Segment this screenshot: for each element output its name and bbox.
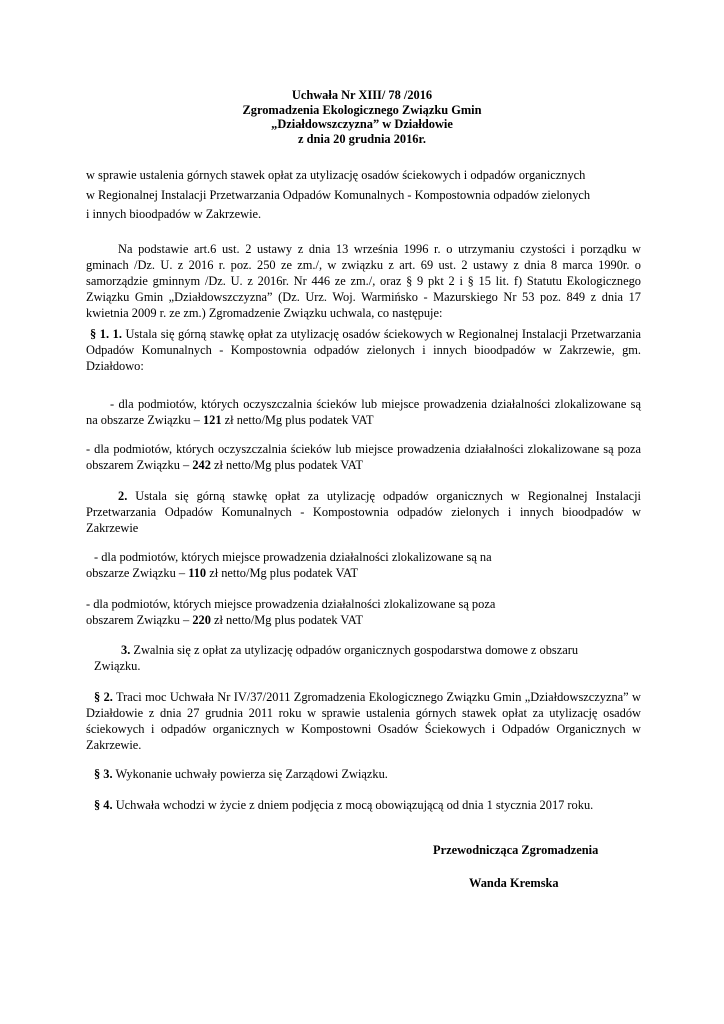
rate-description: - dla podmiotów, których miejsce prowadzenia działalności zlokalizowane są na [94, 550, 492, 564]
rate-price: 242 [192, 458, 211, 472]
resolution-header [0, 88, 724, 146]
rate-unit: zł netto/Mg plus podatek VAT [210, 613, 363, 627]
rate-item [86, 596, 641, 628]
section-2 [86, 689, 641, 753]
section-label: § 3. [94, 767, 113, 781]
section-text: Ustala się górną stawkę opłat za utylizację osadów ściekowych w Regionalnej Instalacji Przetwarzania Odpadów Komunalnych - Kompostownia odpadów zielonych i innych bioodpadów w Zakrzewie, gm. Działdowo: [86, 327, 641, 373]
rate-unit: zł netto/Mg plus podatek VAT [206, 566, 359, 580]
subject-line: w sprawie ustalenia górnych stawek opłat za utylizację osadów ściekowych i odpadów organicznych [86, 168, 586, 182]
rate-item [86, 441, 641, 473]
preamble: Na podstawie art.6 ust. 2 ustawy z dnia 13 września 1996 r. o utrzymaniu czystości i porządku w gminach /Dz. U. z 2016 r. poz. 250 ze zm./, w związku z art. 69 ust. 2 ustawy z dnia 8 marca 1990r. o samorządzie gminnym /Dz. U. z 2016r. Nr 446 ze zm./, oraz § 9 pkt 2 i § 15 lit. f) Statutu Ekologicznego Związku Gmin „Działdowszczyzna” (Dz. Urz. Woj. Warmińsko - Mazurskiego Nr 53 poz. 849 z dnia 17 kwietnia 2009 r. ze zm.) Zgromadzenie Związku uchwala, co następuje: [86, 242, 641, 320]
rate-price: 220 [192, 613, 211, 627]
section-1-2 [86, 488, 641, 536]
signature-name: Wanda Kremska [469, 876, 559, 890]
rate-price: 110 [188, 566, 207, 580]
rate-unit: zł netto/Mg plus podatek VAT [210, 458, 363, 472]
assembly-name: Zgromadzenia Ekologicznego Związku Gmin [242, 102, 482, 117]
rate-price: 121 [202, 413, 222, 427]
resolution-number: Uchwała Nr XIII/ 78 /2016 [291, 88, 433, 102]
section-label: 3. [121, 643, 131, 657]
rate-description: - dla podmiotów, których oczyszczalnia ścieków lub miejsce prowadzenia działalności zlokalizowane są na obszarze Związku – [86, 397, 641, 427]
resolution-subject [86, 166, 641, 225]
section-1-3 [86, 642, 641, 674]
section-3 [86, 766, 649, 782]
section-text: Traci moc Uchwała Nr IV/37/2011 Zgromadzenia Ekologicznego Związku Gmin „Działdowszczyzna” w Działdowie z dnia 27 grudnia 2011 roku w sprawie ustalenia górnych stawek opłat za utylizację osadów ściekowych i odpadów organicznych w Kompostowni Osadów Ściekowych i Odpadów Organicznych w Zakrzewie. [86, 690, 641, 752]
subject-line: i innych bioodpadów w Zakrzewie. [86, 207, 262, 221]
section-label: § 4. [94, 798, 113, 812]
signature-title: Przewodnicząca Zgromadzenia [433, 843, 599, 857]
rate-item [86, 549, 641, 581]
section-text: Wykonanie uchwały powierza się Zarządowi Związku. [112, 767, 388, 781]
union-name: „Działdowszczyzna” w Działdowie [271, 117, 453, 131]
section-text: Ustala się górną stawkę opłat za utylizację odpadów organicznych w Regionalnej Instalacji Przetwarzania Odpadów Komunalnych - Kompostownia odpadów zielonych i innych bioodpadów w Zakrzewie [86, 489, 641, 535]
section-label: § 1. 1. [90, 327, 122, 341]
section-text: Uchwała wchodzi w życie z dniem podjęcia z mocą obowiązującą od dnia 1 stycznia 2017 roku. [112, 798, 594, 812]
section-text: Związku. [94, 659, 141, 673]
rate-description: obszarze Związku – [86, 566, 189, 580]
rate-description: - dla podmiotów, których miejsce prowadzenia działalności zlokalizowane są poza [86, 597, 496, 611]
section-1-1 [86, 326, 641, 374]
rate-description: - dla podmiotów, których oczyszczalnia ścieków lub miejsce prowadzenia działalności zlokalizowane są poza obszarem Związku – [86, 442, 641, 472]
section-4 [86, 797, 649, 813]
section-text: Zwalnia się z opłat za utylizację odpadów organicznych gospodarstwa domowe z obszaru [130, 643, 579, 657]
subject-line: w Regionalnej Instalacji Przetwarzania Odpadów Komunalnych - Kompostownia odpadów zielonych [86, 187, 591, 202]
resolution-date: z dnia 20 grudnia 2016r. [298, 131, 426, 146]
section-label: § 2. [94, 690, 113, 704]
section-label: 2. [118, 489, 128, 503]
rate-description: obszarem Związku – [86, 613, 193, 627]
rate-unit: zł netto/Mg plus podatek VAT [221, 413, 374, 427]
rate-item [86, 396, 641, 428]
